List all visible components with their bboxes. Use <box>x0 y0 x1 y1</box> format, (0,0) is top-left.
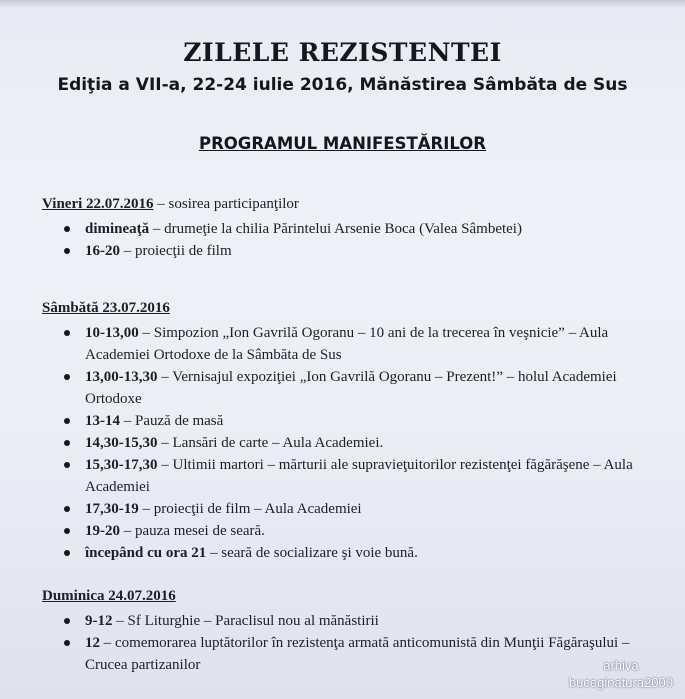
item-text: – drumeţie la chilia Părintelui Arsenie Boca (Valea Sâmbetei) <box>149 221 522 237</box>
item-text: – Sf Liturghie – Paraclisul nou al mănăstirii <box>112 613 379 629</box>
list-item <box>58 520 668 542</box>
bullet-icon <box>64 618 70 624</box>
bullet-icon <box>64 640 70 646</box>
bullet-icon <box>64 374 70 380</box>
item-time: dimineaţă <box>85 221 150 237</box>
item-text: – comemorarea luptătorilor în rezistenţa armată anticomunistă din Munţii Făgăraşului – Crucea partizanilor <box>85 635 630 673</box>
item-text: – Lansări de carte – Aula Academiei. <box>157 435 384 451</box>
bullet-icon <box>64 528 70 534</box>
item-text: – proiecţii de film – Aula Academiei <box>138 501 362 517</box>
bullet-icon <box>64 462 70 468</box>
item-time: 16-20 <box>85 243 120 259</box>
day-heading-saturday <box>42 300 170 317</box>
program-heading: PROGRAMUL MANIFESTĂRILOR <box>198 134 486 153</box>
item-time: 13,00-13,30 <box>85 369 158 385</box>
bullet-icon <box>64 248 70 254</box>
item-text: – pauza mesei de seară. <box>120 523 265 539</box>
item-time: 19-20 <box>85 523 120 539</box>
list-item <box>58 454 668 498</box>
bullet-icon <box>64 550 70 556</box>
day-items-friday <box>58 218 668 262</box>
item-time: începând cu ora 21 <box>85 545 207 561</box>
watermark-line-1: arhiva <box>603 658 639 673</box>
event-subtitle: Ediţia a VII-a, 22-24 iulie 2016, Mănăstirea Sâmbăta de Sus <box>57 75 628 95</box>
bullet-icon <box>64 440 70 446</box>
item-text: – proiecţii de film <box>120 243 232 259</box>
item-time: 17,30-19 <box>85 501 139 517</box>
item-text: – Vernisajul expoziţiei „Ion Gavrilă Ogoranu – Prezent!” – holul Academiei Ortodoxe <box>85 369 617 407</box>
event-title: ZILELE REZISTENTEI <box>183 38 502 67</box>
item-text: – Pauză de masă <box>120 413 224 429</box>
day-heading-sunday <box>42 588 176 605</box>
item-time: 9-12 <box>85 613 113 629</box>
item-time: 14,30-15,30 <box>85 435 158 451</box>
list-item <box>58 240 668 262</box>
day-note: – sosirea participanţilor <box>153 196 299 212</box>
list-item <box>58 410 668 432</box>
bullet-icon <box>64 418 70 424</box>
item-text: – seară de socializare şi voie bună. <box>206 545 418 561</box>
list-item <box>58 542 668 564</box>
day-heading-friday <box>42 196 299 213</box>
item-time: 13-14 <box>85 413 120 429</box>
watermark <box>569 657 673 691</box>
item-time: 15,30-17,30 <box>85 457 158 473</box>
item-text: – Simpozion „Ion Gavrilă Ogoranu – 10 ani de la trecerea în veşnicie” – Aula Academiei Ortodoxe de la Sâmbăta de Sus <box>85 325 609 363</box>
list-item <box>58 610 668 632</box>
bullet-icon <box>64 506 70 512</box>
list-item <box>58 218 668 240</box>
item-text: – Ultimii martori – mărturii ale supravieţuitorilor rezistenţei făgărăşene – Aula Academiei <box>85 457 633 495</box>
bullet-icon <box>64 226 70 232</box>
day-date: Vineri 22.07.2016 <box>42 196 154 212</box>
list-item <box>58 432 668 454</box>
list-item <box>58 498 668 520</box>
day-date: Sâmbătă 23.07.2016 <box>42 300 170 316</box>
bullet-icon <box>64 330 70 336</box>
list-item <box>58 366 668 410</box>
day-date: Duminica 24.07.2016 <box>42 588 176 604</box>
watermark-line-2: buceginatura2000 <box>568 675 673 690</box>
day-items-saturday <box>58 322 668 564</box>
list-item <box>58 322 668 366</box>
item-time: 10-13,00 <box>85 325 139 341</box>
paper-top-edge <box>0 0 685 8</box>
item-time: 12 <box>85 635 100 651</box>
